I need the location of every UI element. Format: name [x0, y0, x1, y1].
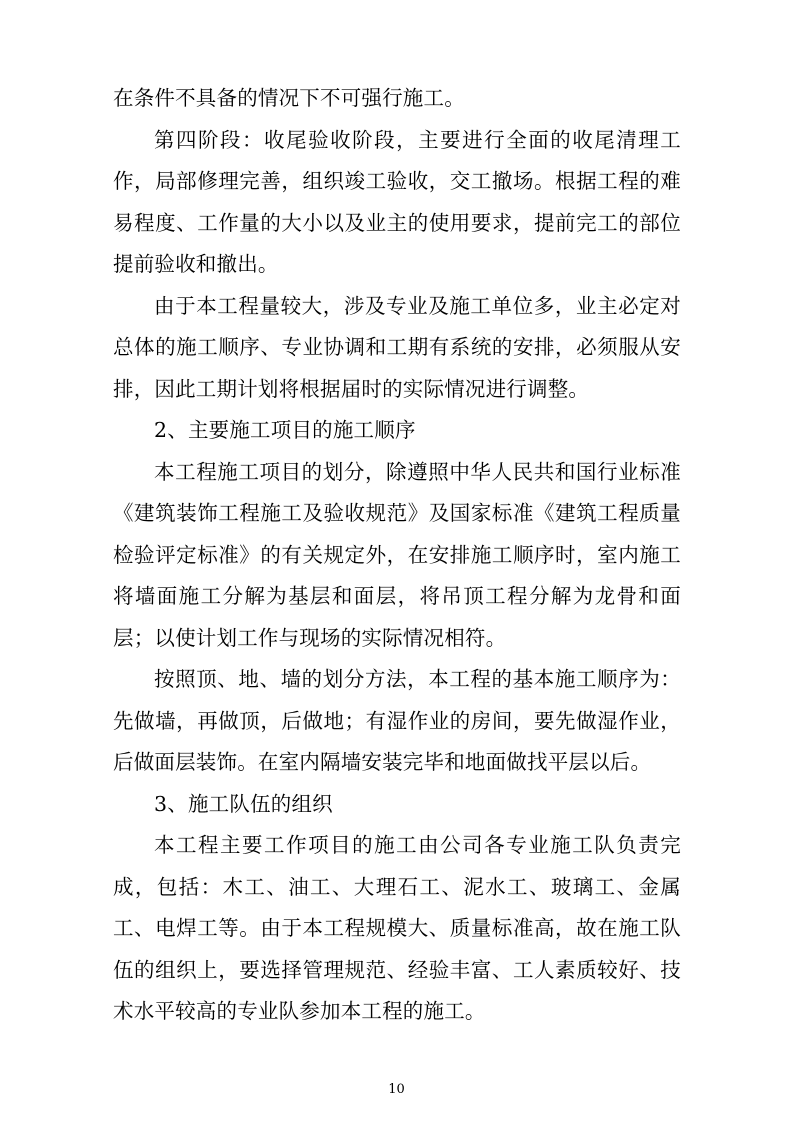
- paragraph: 本工程施工项目的划分，除遵照中华人民共和国行业标准《建筑装饰工程施工及验收规范》及国家标准《建筑工程质量检验评定标准》的有关规定外，在安排施工顺序时，室内施工将墙面施工分解为基层和面层，将吊顶工程分解为龙骨和面层；以使计划工作与现场的实际情况相符。: [113, 459, 681, 650]
- document-body: [113, 78, 681, 1033]
- paragraph: 第四阶段：收尾验收阶段，主要进行全面的收尾清理工作，局部修理完善，组织竣工验收，交工撤场。根据工程的难易程度、工作量的大小以及业主的使用要求，提前完工的部位提前验收和撤出。: [113, 127, 681, 276]
- page-number: 10: [388, 1082, 405, 1097]
- paragraph-heading-2: 2、主要施工项目的施工顺序: [154, 418, 416, 442]
- paragraph: 由于本工程量较大，涉及专业及施工单位多，业主必定对总体的施工顺序、专业协调和工期有系统的安排，必须服从安排，因此工期计划将根据届时的实际情况进行调整。: [113, 293, 681, 401]
- paragraph: 按照顶、地、墙的划分方法，本工程的基本施工顺序为：先做墙，再做顶，后做地；有湿作业的房间，要先做湿作业，后做面层装饰。在室内隔墙安装完毕和地面做找平层以后。: [113, 667, 681, 774]
- paragraph: 本工程主要工作项目的施工由公司各专业施工队负责完成，包括：木工、油工、大理石工、泥水工、玻璃工、金属工、电焊工等。由于本工程规模大、质量标准高，故在施工队伍的组织上，要选择管理规范、经验丰富、工人素质较好、技术水平较高的专业队参加本工程的施工。: [113, 833, 681, 1023]
- paragraph: 在条件不具备的情况下不可强行施工。: [113, 86, 465, 110]
- paragraph-heading-3: 3、施工队伍的组织: [154, 791, 333, 816]
